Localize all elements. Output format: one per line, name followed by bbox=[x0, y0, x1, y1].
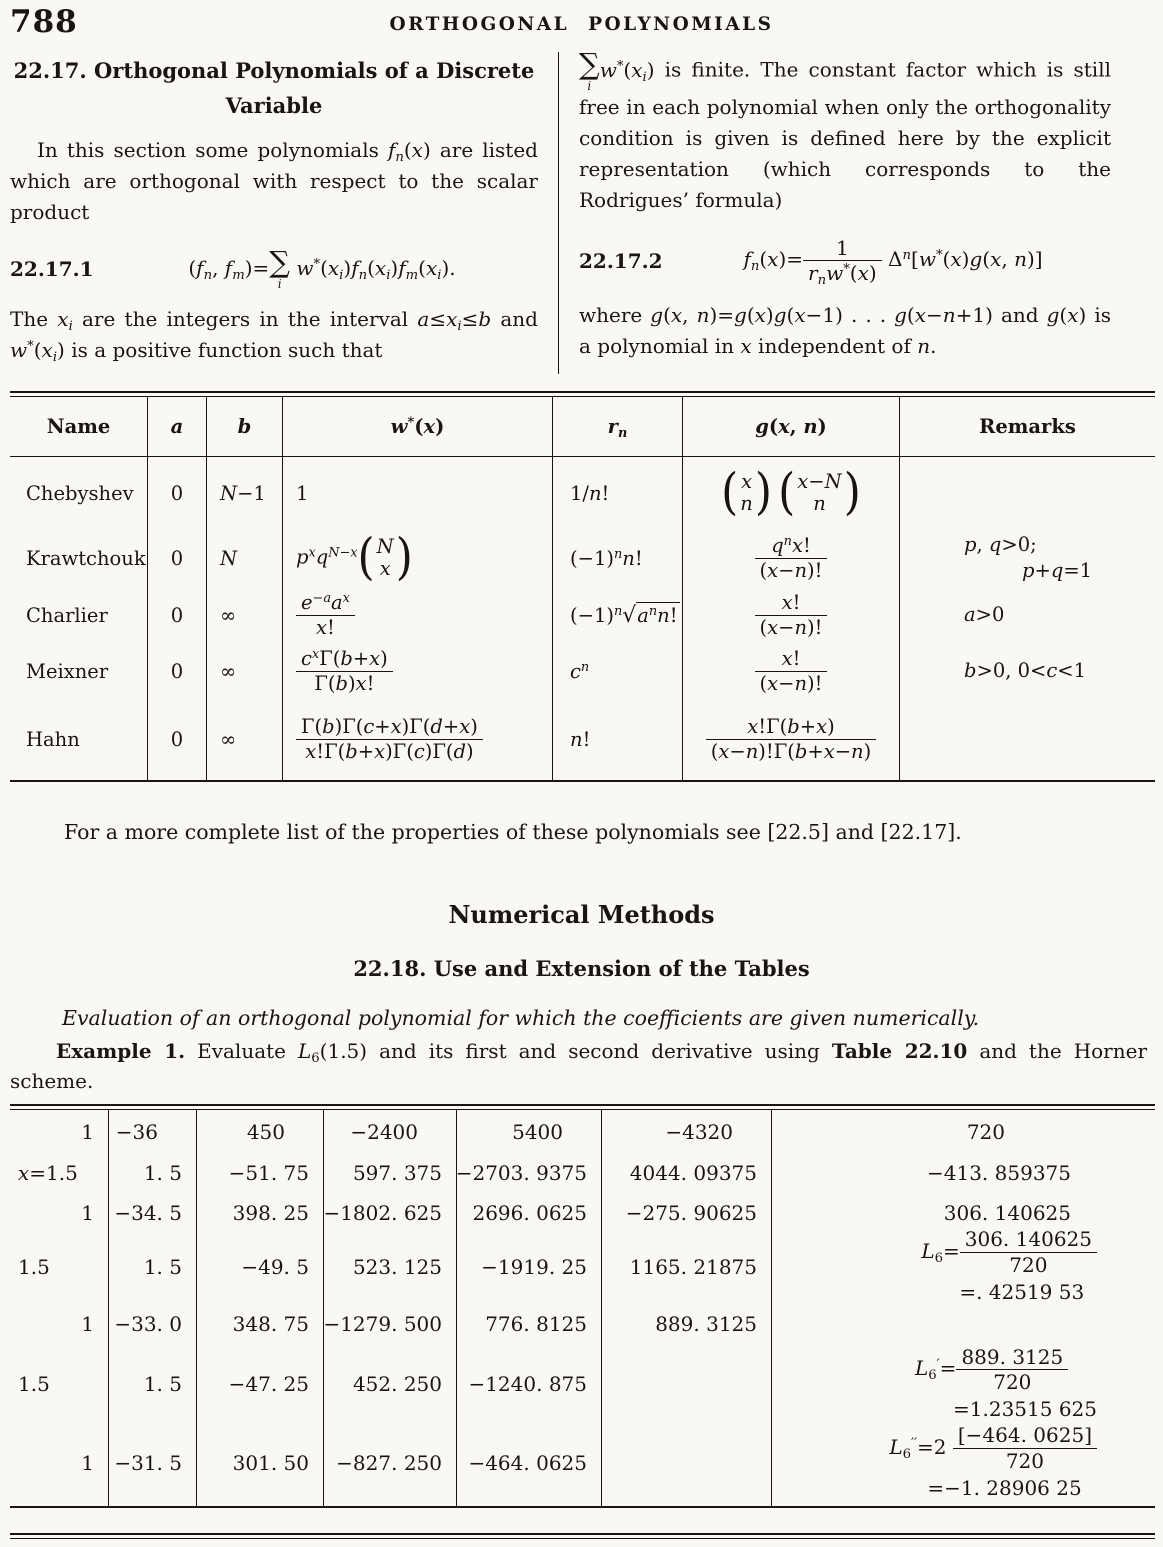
two-column-text bbox=[10, 46, 1155, 382]
interval-paragraph: The xi are the integers in the interval a≤xi≤b and w*(xi) is a positive function such that bbox=[10, 307, 538, 366]
horner-cell: 4044. 09375 bbox=[602, 1154, 772, 1192]
table-cell: Chebyshev bbox=[10, 457, 148, 529]
intro-paragraph: In this section some polynomials fn(x) are listed which are orthogonal with respect to the scalar product bbox=[10, 138, 538, 225]
header-cell: a bbox=[148, 397, 207, 457]
table-cell: $\frac{x!\Gamma(b+x)}{(x-n)!\Gamma(b+x-n)}$ bbox=[683, 699, 900, 780]
horner-cell: 1.5 bbox=[10, 1234, 109, 1299]
horner-cell: 523. 125 bbox=[324, 1234, 457, 1299]
header-cell: rn bbox=[553, 397, 683, 457]
table-cell: $(-1)^n√a^nn$! bbox=[553, 587, 683, 644]
horner-result-cell bbox=[772, 1344, 1155, 1422]
page-number: 788 bbox=[10, 4, 78, 40]
table-cell: ∞ bbox=[207, 644, 283, 699]
header-cell: g(x, n) bbox=[683, 397, 900, 457]
table-cell: 0 bbox=[148, 699, 207, 780]
example-paragraph: Example 1. Evaluate L6(1.5) and its first and second derivative using Table 22.10 and the Horner scheme. bbox=[10, 1039, 1148, 1093]
horner-cell: −1802. 625 bbox=[324, 1192, 457, 1234]
header-cell: Remarks bbox=[900, 397, 1155, 457]
horner-cell: 348. 75 bbox=[197, 1299, 324, 1349]
horner-cell bbox=[602, 1349, 772, 1419]
horner-cell: −275. 90625 bbox=[602, 1192, 772, 1234]
table-cell: $q^nx$! (x−n)! bbox=[683, 529, 900, 587]
horner-cell: −34. 5 bbox=[109, 1192, 197, 1234]
horner-cell: 889. 3125 bbox=[602, 1299, 772, 1349]
table-cell: $e^{-a}a^x$ x! bbox=[283, 587, 553, 644]
horner-cell: 1 bbox=[10, 1299, 109, 1349]
remarks-cell bbox=[900, 529, 1155, 587]
table-cell: N bbox=[207, 529, 283, 587]
remark-line: a>0 bbox=[964, 603, 1005, 627]
section-heading-line2: Variable bbox=[225, 92, 323, 118]
table-cell: $\frac{x!}{(x-n)!}$ bbox=[683, 644, 900, 699]
table-top-rule bbox=[10, 391, 1155, 393]
bottom-rule-line bbox=[10, 1533, 1155, 1535]
section-heading-line1: 22.17. Orthogonal Polynomials of a Discrete bbox=[13, 58, 535, 83]
horner-cell bbox=[602, 1419, 772, 1506]
horner-cell: 398. 25 bbox=[197, 1192, 324, 1234]
horner-result-cell bbox=[772, 1227, 1155, 1304]
horner-cell: −464. 0625 bbox=[457, 1419, 602, 1506]
finite-sum-paragraph: ∑ i w*(xi) is finite. The constant factor which is still free in each polynomial when only the orthogonality condition is given is defined here by the explicit representation (which corresponds to the Rodrigues’ formula) bbox=[579, 47, 1111, 212]
remarks-cell bbox=[900, 587, 1155, 644]
equation-22-17-2 bbox=[579, 236, 1111, 289]
equation-body: (fn, fm)= ∑ i w*(xi)fn(xi)fm(xi). bbox=[188, 245, 456, 292]
horner-cell: 301. 50 bbox=[197, 1419, 324, 1506]
orthogonal-polynomials-table bbox=[10, 391, 1155, 782]
horner-cell: 452. 250 bbox=[324, 1349, 457, 1419]
table-cell: Krawtchouk bbox=[10, 529, 148, 587]
horner-cell: 5400 bbox=[457, 1110, 602, 1154]
result-formula bbox=[915, 1345, 1097, 1424]
horner-cell: 1 bbox=[10, 1419, 109, 1506]
horner-cell: −1919. 25 bbox=[457, 1234, 602, 1299]
table-cell: $\frac{\Gamma(b)\Gamma(c+x)\Gamma(d+x)}{x!\Gamma(b+x)\Gamma(c)\Gamma(d)}$ bbox=[283, 699, 553, 780]
horner-cell: 1.5 bbox=[10, 1349, 109, 1419]
table-cell: $\frac{x!}{(x-n)!}$ bbox=[683, 587, 900, 644]
horner-cell: −49. 5 bbox=[197, 1234, 324, 1299]
table-cell: 1/n! bbox=[553, 457, 683, 529]
header-cell: Name bbox=[10, 397, 148, 457]
equation-22-17-1 bbox=[10, 245, 538, 292]
equation-label: 22.17.1 bbox=[10, 257, 94, 282]
remarks-cell bbox=[900, 644, 1155, 699]
where-paragraph: where g(x, n)=g(x)g(x−1) . . . g(x−n+1) and g(x) is a polynomial in x independent of n. bbox=[579, 302, 1112, 358]
horner-result-cell: 720 bbox=[966, 1120, 1005, 1144]
result-formula bbox=[889, 1423, 1097, 1502]
remark-line: p+q=1 bbox=[1022, 559, 1093, 582]
remark-line: b>0, 0<c<1 bbox=[964, 659, 1087, 683]
left-column bbox=[10, 46, 538, 366]
horner-result-cell bbox=[772, 1419, 1155, 1506]
result-line: L6′= $\frac{889. 3125}{720}$ bbox=[915, 1345, 1097, 1395]
horner-cell: 1 bbox=[10, 1192, 109, 1234]
table-cell: 0 bbox=[148, 587, 207, 644]
horner-cell: −1240. 875 bbox=[457, 1349, 602, 1419]
horner-cell: 1165. 21875 bbox=[602, 1234, 772, 1299]
table-cell: $c^x\Gamma(b+x)$ Γ(b)x! bbox=[283, 644, 553, 699]
table-top-rule bbox=[10, 1104, 1155, 1106]
table-cell: $(-1)^nn$! bbox=[553, 529, 683, 587]
section-22-18-heading: 22.18. Use and Extension of the Tables bbox=[353, 956, 810, 981]
horner-cell: −47. 25 bbox=[197, 1349, 324, 1419]
equation-body: fn(x)= 1 rnw*(x) $\Delta^n[w^*(x)g(x$, n)] bbox=[743, 236, 1043, 289]
horner-cell: −33. 0 bbox=[109, 1299, 197, 1349]
bottom-rule-line-2 bbox=[10, 1538, 1155, 1539]
right-column bbox=[579, 46, 1111, 362]
result-line: L6′′=2 $\frac{[-464. 0625]}{720}$ bbox=[889, 1423, 1097, 1473]
remarks-cell bbox=[900, 457, 1155, 529]
horner-result-cell bbox=[772, 1299, 1155, 1349]
horner-cell: 776. 8125 bbox=[457, 1299, 602, 1349]
horner-cell: x=1.5 bbox=[10, 1154, 109, 1192]
table-cell: Meixner bbox=[10, 644, 148, 699]
table-cell: 1 bbox=[283, 457, 553, 529]
horner-result-cell: −413. 859375 bbox=[927, 1161, 1071, 1185]
horner-cell: 450 bbox=[197, 1110, 324, 1154]
table-cell: ∞ bbox=[207, 699, 283, 780]
horner-cell: −36 bbox=[109, 1110, 197, 1154]
result-line: =. 42519 53 bbox=[959, 1279, 1085, 1304]
horner-cell: −51. 75 bbox=[197, 1154, 324, 1192]
horner-cell: 1. 5 bbox=[109, 1154, 197, 1192]
remark-line: p, q>0; bbox=[964, 532, 1037, 556]
table-cell: $p^xq^{N-x}$ ( N x ) bbox=[283, 529, 553, 587]
table-cell: Charlier bbox=[10, 587, 148, 644]
horner-cell: 1. 5 bbox=[109, 1349, 197, 1419]
numerical-methods-heading: Numerical Methods bbox=[448, 900, 715, 929]
equation-label: 22.17.2 bbox=[579, 248, 663, 273]
result-line: L6= $\frac{306. 140625}{720}$ bbox=[921, 1227, 1097, 1277]
horner-cell: −2400 bbox=[324, 1110, 457, 1154]
polynomials-grid bbox=[10, 397, 1155, 782]
table-cell: Hahn bbox=[10, 699, 148, 780]
running-head: ORTHOGONAL POLYNOMIALS bbox=[389, 14, 774, 35]
horner-cell: −1279. 500 bbox=[324, 1299, 457, 1349]
table-cell: n! bbox=[553, 699, 683, 780]
properties-note: For a more complete list of the properties of these polynomials see [22.5] and [22.17]. bbox=[64, 820, 962, 844]
result-line: =1.23515 625 bbox=[953, 1397, 1097, 1422]
evaluation-note: Evaluation of an orthogonal polynomial for which the coefficients are given numerically. bbox=[62, 1006, 980, 1030]
remarks-cell bbox=[900, 699, 1155, 780]
horner-cell: −827. 250 bbox=[324, 1419, 457, 1506]
header-cell: b bbox=[207, 397, 283, 457]
table-cell: ( x n ) ( x−N n ) bbox=[683, 457, 900, 529]
table-cell: N−1 bbox=[207, 457, 283, 529]
horner-cell: −4320 bbox=[602, 1110, 772, 1154]
table-cell: 0 bbox=[148, 529, 207, 587]
horner-result-cell: 306. 140625 bbox=[943, 1201, 1071, 1225]
result-formula bbox=[921, 1227, 1097, 1306]
horner-cell: 1. 5 bbox=[109, 1234, 197, 1299]
horner-grid bbox=[10, 1110, 1155, 1508]
table-cell: $c^n$ bbox=[553, 644, 683, 699]
section-22-17-heading bbox=[10, 54, 538, 123]
page-bottom-rule bbox=[10, 1533, 1155, 1539]
horner-cell: 1 bbox=[10, 1110, 109, 1154]
horner-cell: 2696. 0625 bbox=[457, 1192, 602, 1234]
table-cell: 0 bbox=[148, 457, 207, 529]
horner-scheme-table bbox=[10, 1104, 1155, 1508]
table-cell: 0 bbox=[148, 644, 207, 699]
result-line: =−1. 28906 25 bbox=[927, 1475, 1082, 1500]
table-cell: ∞ bbox=[207, 587, 283, 644]
horner-cell: −31. 5 bbox=[109, 1419, 197, 1506]
horner-cell: 597. 375 bbox=[324, 1154, 457, 1192]
horner-cell: −2703. 9375 bbox=[457, 1154, 602, 1192]
column-divider bbox=[558, 52, 559, 374]
header-cell: w*(x) bbox=[283, 397, 553, 457]
